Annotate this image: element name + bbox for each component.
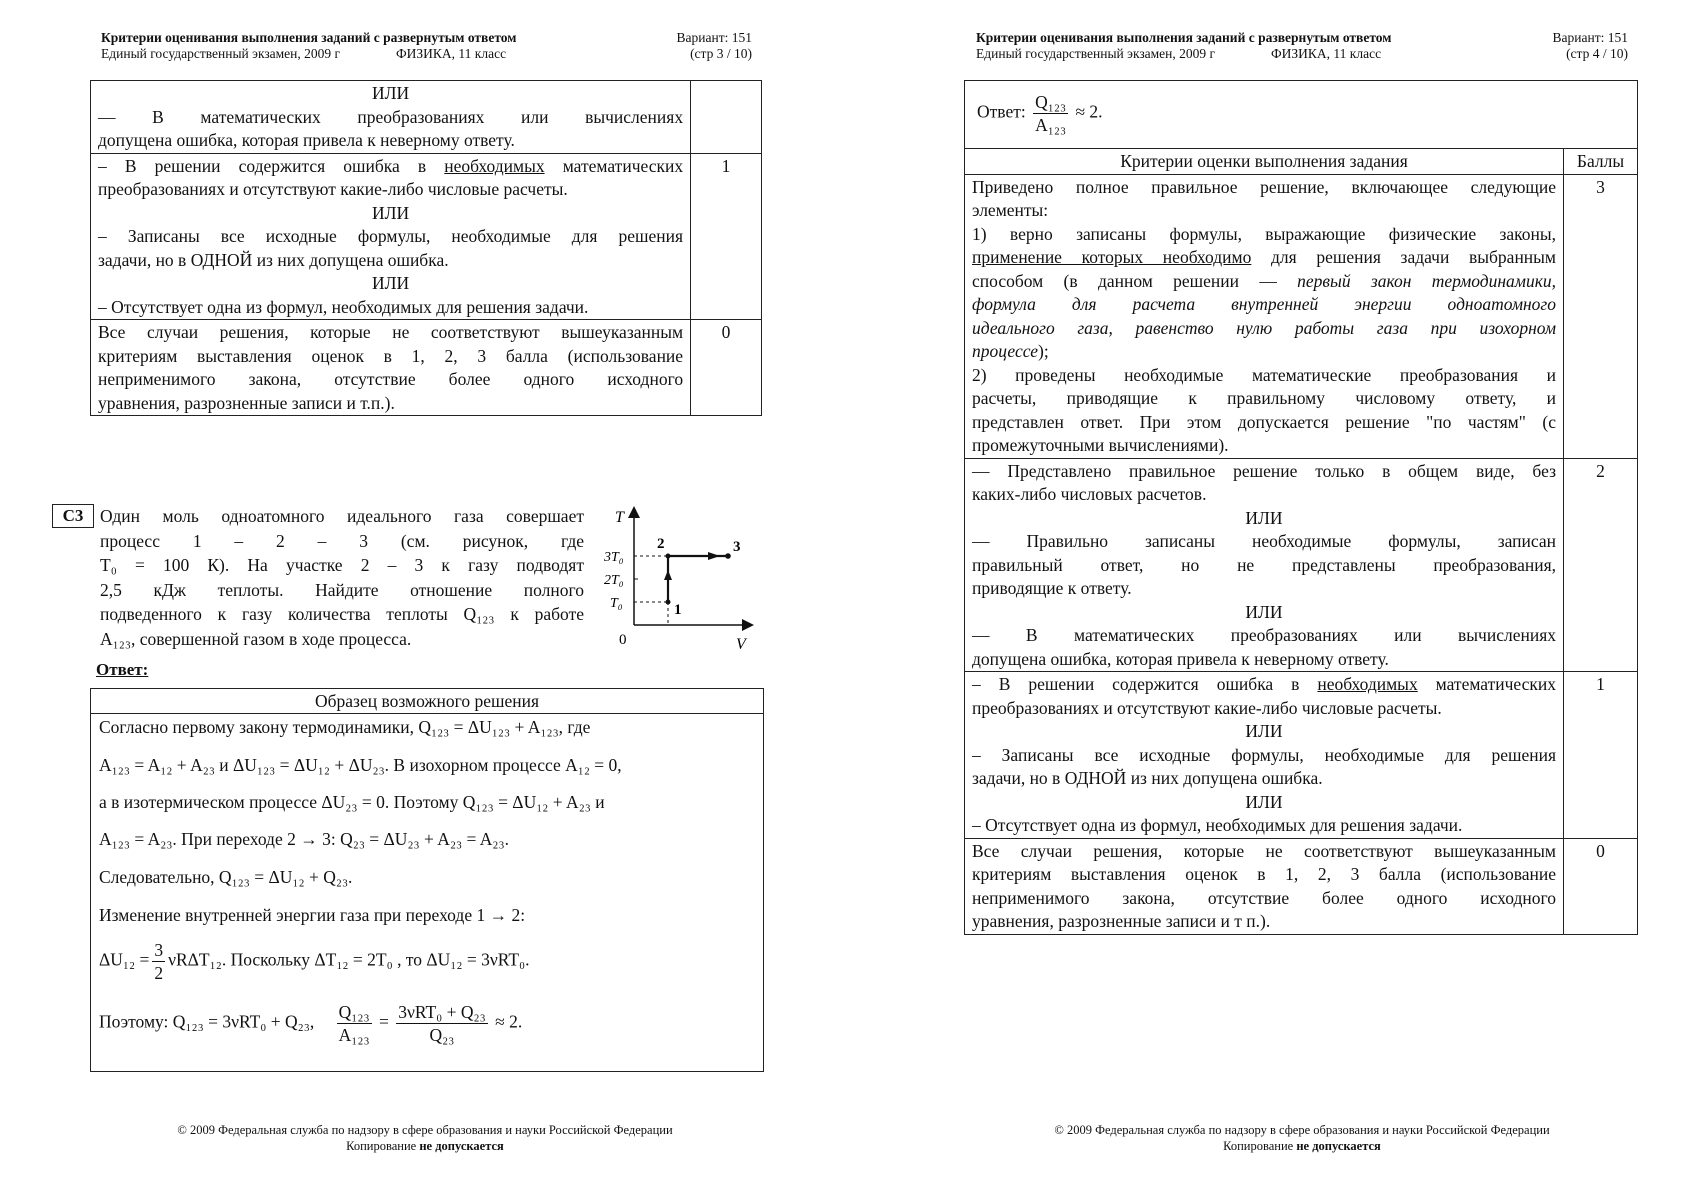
- solution-box: [90, 688, 764, 1072]
- footer-copy-note: Копирование не допускается: [1223, 1139, 1381, 1153]
- criteria-text: задачи, но в ОДНОЙ из них допущена ошибка.: [972, 768, 1323, 788]
- criteria-text: – Записаны все исходные формулы, необходимые для решения: [98, 226, 684, 246]
- criteria-text: допущена ошибка, которая привела к неверному ответу.: [972, 648, 1389, 669]
- or-separator: ИЛИ: [1245, 721, 1283, 741]
- task-line: подведенного к газу количества теплоты Q₁₂₃ к работе: [100, 604, 584, 624]
- criteria-text: – В решении содержится ошибка в необходимых математических: [972, 674, 1557, 694]
- left-criteria-table: [90, 80, 762, 416]
- footer-copy-note: Копирование не допускается: [346, 1139, 504, 1153]
- header-variant: Вариант: 151: [676, 30, 752, 45]
- footer-copyright: © 2009 Федеральная служба по надзору в сфере образования и науки Российской Федерации: [1054, 1123, 1550, 1137]
- score-cell: 3: [1564, 174, 1638, 458]
- criteria-text: – В решении содержится ошибка в необходимых математических: [98, 155, 684, 176]
- point-3-label: 3: [733, 539, 741, 555]
- criteria-text: — В математических преобразованиях или вычислениях: [972, 625, 1557, 645]
- answer-formula: Ответ: $\frac{\text{Q₁₂₃}}{\text{A₁₂₃}}$ ≈ 2.: [977, 92, 1103, 135]
- left-variant-block: [660, 30, 752, 62]
- criteria-text: правильный ответ, но не представлены преобразования,: [972, 554, 1557, 575]
- criteria-text: задачи, но в ОДНОЙ из них допущена ошибка.: [98, 249, 449, 270]
- task-line: процесс 1 – 2 – 3 (см. рисунок, где: [100, 530, 585, 551]
- criteria-text: идеального газа, равенство нулю работы газа при изохорном: [972, 317, 1557, 338]
- score-cell: 1: [691, 153, 762, 320]
- criteria-row: [965, 838, 1638, 934]
- solution-line: ΔU₁₂ = $\frac{3}{2}$ νRΔT₁₂. Поскольку ΔT₁₂ = 2T₀ , то ΔU₁₂ = 3νRT₀.: [99, 940, 530, 983]
- point-1-label: 1: [674, 602, 682, 618]
- criteria-row: [965, 672, 1638, 839]
- header-page: (стр 4 / 10): [1566, 46, 1628, 61]
- answer-label: Ответ:: [96, 660, 149, 679]
- header-exam: Единый государственный экзамен, 2009 г: [976, 46, 1216, 61]
- score-cell: 0: [1564, 838, 1638, 934]
- criteria-text: уравнения, разрозненные записи и т.п.).: [98, 392, 395, 413]
- footer-copyright: © 2009 Федеральная служба по надзору в сфере образования и науки Российской Федерации: [177, 1123, 673, 1137]
- header-exam: Единый государственный экзамен, 2009 г: [101, 46, 341, 61]
- task-line: Один моль одноатомного идеального газа совершает: [100, 506, 584, 526]
- arrow-1-2: [664, 570, 672, 580]
- criteria-text: Приведено полное правильное решение, включающее следующие: [972, 176, 1557, 197]
- table-header-row: [965, 149, 1638, 175]
- task-line: 2,5 кДж теплоты. Найдите отношение полного: [100, 579, 584, 600]
- score-cell: 2: [1564, 458, 1638, 672]
- criteria-text: – Записаны все исходные формулы, необходимые для решения: [972, 744, 1557, 765]
- criteria-text: критериям выставления оценок в 1, 2, 3 балла (использование: [972, 864, 1557, 884]
- or-separator: ИЛИ: [1245, 601, 1283, 622]
- solution-line: Согласно первому закону термодинамики, Q₁₂₃ = ΔU₁₂₃ + A₁₂₃, где: [99, 717, 591, 737]
- header-variant: Вариант: 151: [1552, 30, 1628, 45]
- or-separator: ИЛИ: [371, 83, 410, 103]
- criteria-text: способом (в данном решении — первый закон термодинамики,: [972, 270, 1557, 291]
- score-cell: 0: [691, 320, 762, 416]
- point-1: [666, 600, 671, 605]
- criteria-text: неприменимого закона, отсутствие более одного исходного: [98, 369, 684, 389]
- task-label: C3: [52, 504, 94, 528]
- or-separator: ИЛИ: [371, 273, 410, 293]
- col-header-criteria: Критерии оценки выполнения задания: [965, 149, 1564, 175]
- arrow-2-3: [708, 552, 720, 560]
- criteria-text: преобразованиях и отсутствуют какие-либо числовые расчеты.: [972, 697, 1442, 718]
- solution-line: A₁₂₃ = A₁₂ + A₂₃ и ΔU₁₂₃ = ΔU₁₂ + ΔU₂₃. В изохорном процессе A₁₂ = 0,: [99, 755, 622, 775]
- criteria-text: допущена ошибка, которая привела к неверному ответу.: [98, 130, 515, 150]
- criteria-text: расчеты, приводящие к правильному числовому ответу, и: [972, 388, 1557, 408]
- criteria-text: Все случаи решения, которые не соответствуют вышеуказанным: [972, 840, 1557, 861]
- solution-line: A₁₂₃ = A₂₃. При переходе 2 → 3: Q₂₃ = ΔU₂₃ + A₂₃ = A₂₃.: [99, 829, 510, 849]
- criteria-text: приводящие к ответу.: [972, 578, 1132, 598]
- criteria-text: Все случаи решения, которые не соответствуют вышеуказанным: [98, 322, 684, 342]
- right-footer: [997, 1122, 1607, 1154]
- header-page: (стр 3 / 10): [690, 46, 752, 61]
- criteria-text: представлен ответ. При этом допускается решение "по частям" (с: [972, 411, 1557, 432]
- criteria-text: промежуточными вычислениями).: [972, 435, 1229, 455]
- criteria-row: [91, 153, 762, 320]
- point-2-label: 2: [657, 536, 665, 552]
- criteria-text: процессе);: [972, 341, 1049, 361]
- task-text: [100, 504, 584, 651]
- criteria-row: [965, 174, 1638, 458]
- criteria-text: каких-либо числовых расчетов.: [972, 484, 1207, 504]
- answer-box: [964, 80, 1638, 149]
- criteria-text: элементы:: [972, 200, 1049, 220]
- criteria-text: 1) верно записаны формулы, выражающие физические законы,: [972, 223, 1557, 244]
- criteria-text: – Отсутствует одна из формул, необходимых для решения задачи.: [98, 296, 589, 317]
- criteria-text: применение которых необходимо для решения задачи выбранным: [972, 247, 1557, 267]
- right-header: [976, 30, 1391, 62]
- solution-title: Образец возможного решения: [91, 689, 763, 714]
- right-criteria-table: [964, 148, 1638, 935]
- left-footer: [120, 1122, 730, 1154]
- tick-label-t0: T₀: [610, 596, 623, 611]
- origin-label: 0: [619, 632, 627, 648]
- criteria-text: неприменимого закона, отсутствие более одного исходного: [972, 887, 1557, 908]
- criteria-text: – Отсутствует одна из формул, необходимых для решения задачи.: [972, 815, 1463, 835]
- criteria-row: [965, 458, 1638, 672]
- left-page: [0, 0, 840, 1183]
- tv-graph: [600, 504, 760, 654]
- solution-line: Изменение внутренней энергии газа при переходе 1 → 2:: [99, 905, 526, 925]
- criteria-text: критериям выставления оценок в 1, 2, 3 балла (использование: [98, 345, 684, 366]
- header-title: Критерии оценивания выполнения заданий с развернутым ответом: [101, 30, 517, 45]
- point-3: [725, 553, 731, 559]
- header-subject: ФИЗИКА, 11 класс: [396, 46, 507, 61]
- left-header: [101, 30, 516, 62]
- criteria-row: [91, 81, 762, 154]
- or-separator: ИЛИ: [1245, 507, 1283, 528]
- criteria-text: — Представлено правильное решение только в общем виде, без: [972, 460, 1557, 481]
- or-separator: ИЛИ: [371, 202, 410, 223]
- tick-label-3t0: 3T₀: [604, 550, 624, 565]
- criteria-text: 2) проведены необходимые математические преобразования и: [972, 364, 1557, 385]
- task-line: T₀ = 100 К). На участке 2 – 3 к газу подводят: [100, 555, 584, 575]
- criteria-text: формула для расчета внутренней энергии одноатомного: [972, 294, 1557, 314]
- score-cell: 1: [1564, 672, 1638, 839]
- col-header-points: Баллы: [1564, 149, 1638, 175]
- criteria-text: — В математических преобразованиях или вычислениях: [98, 106, 684, 127]
- t-axis-label: T: [615, 509, 624, 526]
- or-separator: ИЛИ: [1245, 791, 1283, 812]
- point-2: [666, 554, 671, 559]
- criteria-text: преобразованиях и отсутствуют какие-либо числовые расчеты.: [98, 179, 568, 199]
- solution-line: Поэтому: Q₁₂₃ = 3νRT₀ + Q₂₃, $\frac{\text{Q₁₂₃}}{\text{A₁₂₃}}$ = $\frac{\text{3νRT₀ + Q₂₃}}{\text{Q₂₃}}$ ≈ 2.: [99, 1002, 523, 1045]
- task-line: A₁₂₃, совершенной газом в ходе процесса.: [100, 628, 412, 649]
- solution-line: Следовательно, Q₁₂₃ = ΔU₁₂ + Q₂₃.: [99, 867, 353, 887]
- tick-label-2t0: 2T₀: [604, 573, 624, 588]
- right-variant-block: [1531, 30, 1628, 62]
- v-axis-label: V: [736, 636, 746, 653]
- criteria-row: [91, 320, 762, 416]
- criteria-text: — Правильно записаны необходимые формулы, записан: [972, 531, 1557, 551]
- header-title: Критерии оценивания выполнения заданий с развернутым ответом: [976, 30, 1392, 45]
- criteria-text: уравнения, разрозненные записи и т п.).: [972, 911, 1271, 931]
- header-subject: ФИЗИКА, 11 класс: [1271, 46, 1382, 61]
- solution-line: а в изотермическом процессе ΔU₂₃ = 0. Поэтому Q₁₂₃ = ΔU₁₂ + A₂₃ и: [99, 792, 605, 812]
